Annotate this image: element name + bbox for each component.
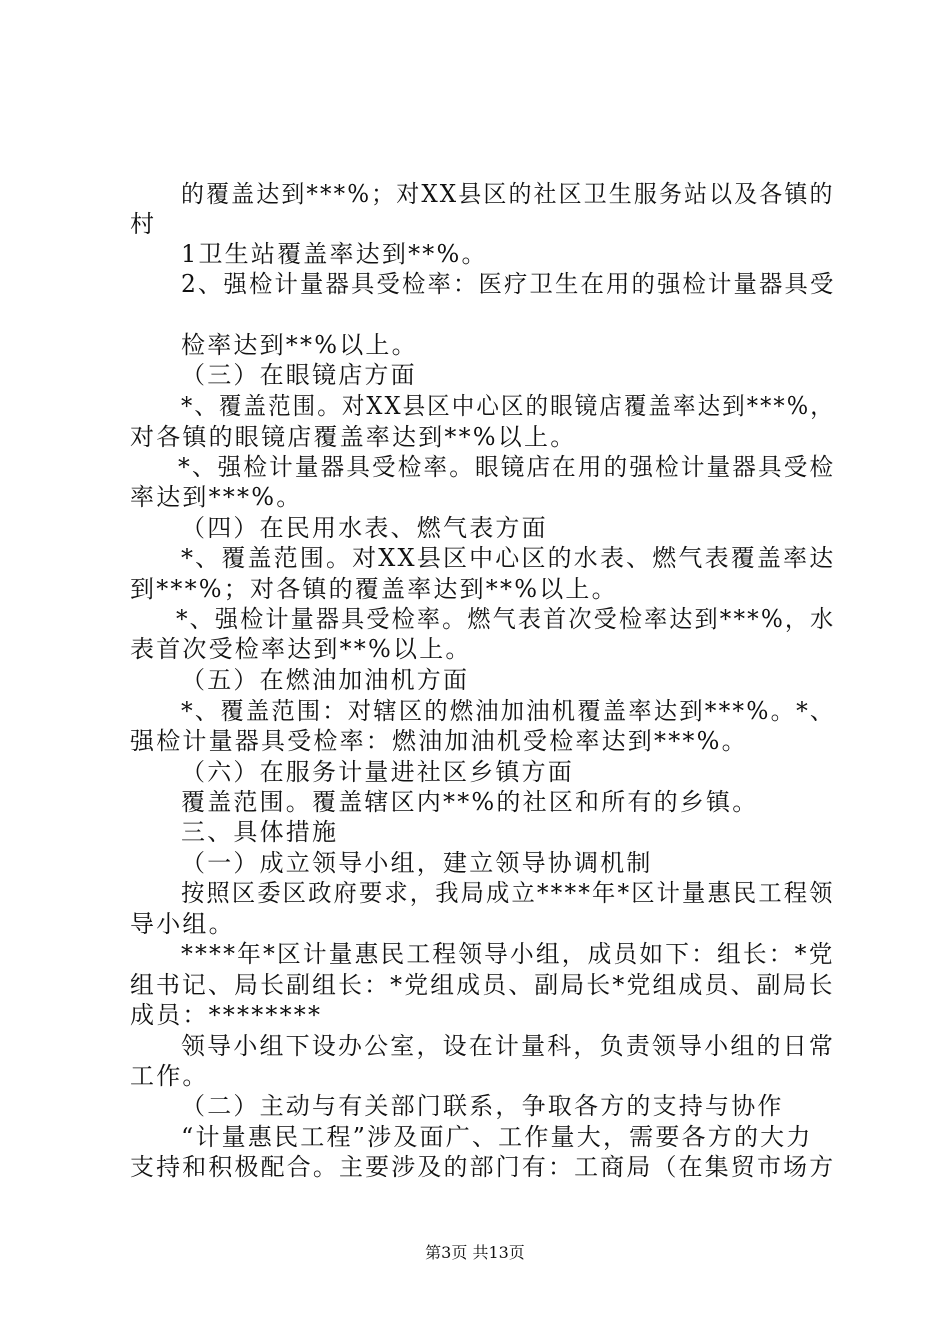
section-heading-3: （三）在眼镜店方面 — [181, 361, 417, 389]
text-line-14: *、强检计量器具受检率。燃气表首次受检率达到***%，水 — [176, 605, 836, 633]
text-line-28: 领导小组下设办公室，设在计量科，负责领导小组的日常 — [181, 1032, 836, 1060]
text-line-32: 支持和积极配合。主要涉及的部门有：工商局（在集贸市场方 — [130, 1153, 836, 1181]
text-line-9: *、强检计量器具受检率。眼镜店在用的强检计量器具受检 — [178, 453, 836, 481]
subsection-heading-1: （一）成立领导小组，建立领导协调机制 — [181, 849, 653, 877]
text-line-25: ****年*区计量惠民工程领导小组，成员如下：组长：*党 — [181, 940, 835, 968]
text-line-3: 1卫生站覆盖率达到**%。 — [181, 240, 488, 268]
section-heading-6: （六）在服务计量进社区乡镇方面 — [181, 758, 574, 786]
text-line-17: *、覆盖范围：对辖区的燃油加油机覆盖率达到***%。*、 — [181, 697, 836, 725]
text-line-29: 工作。 — [130, 1062, 209, 1090]
section-heading-4: （四）在民用水表、燃气表方面 — [181, 514, 548, 542]
section-heading-5: （五）在燃油加油机方面 — [181, 666, 470, 694]
text-line-12: *、覆盖范围。对XX县区中心区的水表、燃气表覆盖率达 — [181, 544, 836, 572]
text-line-4: 2、强检计量器具受检率：医疗卫生在用的强检计量器具受 — [181, 270, 836, 298]
text-line-24: 导小组。 — [130, 910, 235, 938]
text-line-20: 覆盖范围。覆盖辖区内**%的社区和所有的乡镇。 — [181, 788, 759, 816]
text-line-5: 检率达到**%以上。 — [181, 331, 418, 359]
text-line-7: *、覆盖范围。对XX县区中心区的眼镜店覆盖率达到***%， — [181, 392, 835, 420]
text-line-27: 成员：******** — [130, 1001, 323, 1029]
text-line-18: 强检计量器具受检率：燃油加油机受检率达到***%。 — [130, 727, 748, 755]
text-line-8: 对各镇的眼镜店覆盖率达到**%以上。 — [130, 423, 577, 451]
subsection-heading-2: （二）主动与有关部门联系，争取各方的支持与协作 — [181, 1092, 784, 1120]
text-line-23: 按照区委区政府要求，我局成立****年*区计量惠民工程领 — [181, 879, 835, 907]
page-footer: 第3页 共13页 — [425, 1243, 525, 1262]
text-line-2: 村 — [130, 210, 157, 238]
text-line-31: “计量惠民工程”涉及面广、工作量大，需要各方的大力 — [181, 1123, 813, 1151]
text-line-10: 率达到***%。 — [130, 483, 303, 511]
chapter-heading-3: 三、具体措施 — [181, 818, 339, 846]
text-line-26: 组书记、局长副组长：*党组成员、副局长*党组成员、副局长 — [130, 971, 835, 999]
text-line-13: 到***%；对各镇的覆盖率达到**%以上。 — [130, 575, 618, 603]
text-line-15: 表首次受检率达到**%以上。 — [130, 635, 472, 663]
text-line-1: 的覆盖达到***%；对XX县区的社区卫生服务站以及各镇的 — [181, 180, 835, 208]
